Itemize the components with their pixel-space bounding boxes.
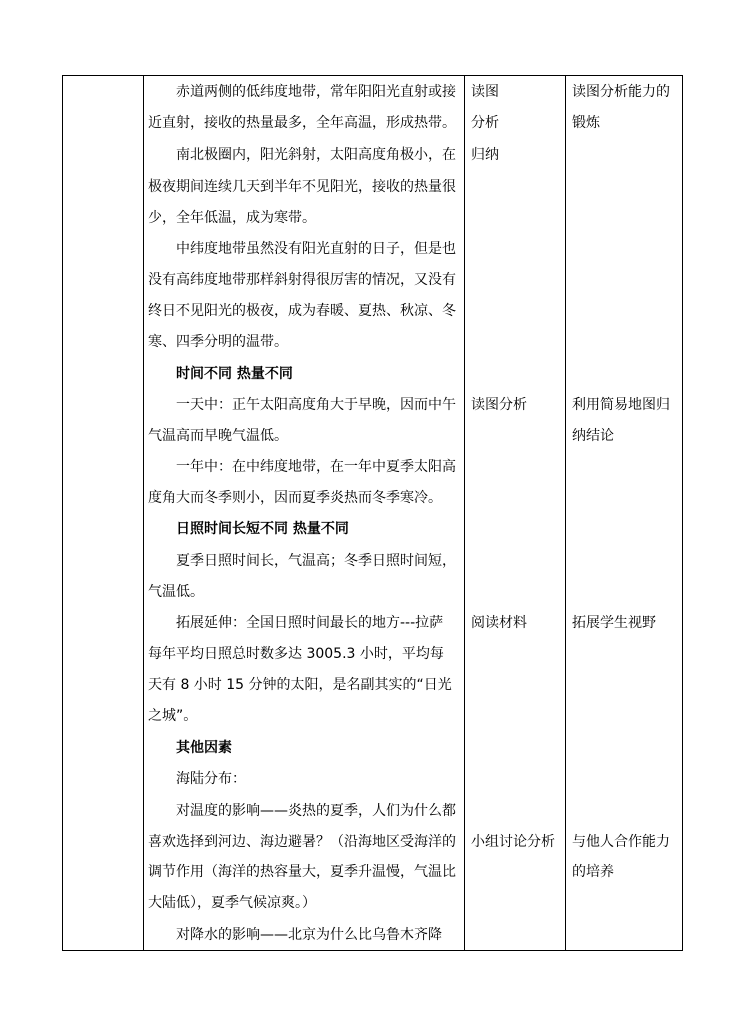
content-line: 之城”。	[148, 708, 198, 724]
column-divider	[464, 76, 465, 950]
content-line: 中纬度地带虽然没有阳光直射的日子，但是也	[176, 241, 456, 257]
activity-text: 阅读材料	[471, 615, 527, 631]
content-line: 大陆低），夏季气候凉爽。）	[148, 895, 316, 911]
purpose-text: 拓展学生视野	[572, 615, 656, 631]
content-line: 拓展延伸：全国日照时间最长的地方---拉萨	[176, 615, 444, 631]
content-line: 极夜期间连续几天到半年不见阳光，接收的热量很	[148, 179, 456, 195]
content-line: 终日不见阳光的极夜，成为春暖、夏热、秋凉、冬	[148, 303, 456, 319]
content-line: 度角大而冬季则小，因而夏季炎热而冬季寒冷。	[148, 490, 442, 506]
section-heading: 日照时间长短不同 热量不同	[176, 521, 349, 537]
purpose-text: 与他人合作能力	[572, 834, 670, 850]
purpose-text: 锻炼	[572, 115, 600, 131]
section-heading: 时间不同 热量不同	[176, 366, 293, 382]
lesson-plan-table	[62, 75, 683, 951]
purpose-text: 利用简易地图归	[572, 397, 670, 413]
content-line: 一天中：正午太阳高度角大于早晚，因而中午	[176, 397, 456, 413]
activity-text: 读图	[471, 84, 499, 100]
content-line: 气温高而早晚气温低。	[148, 428, 288, 444]
activity-text: 小组讨论分析	[471, 834, 555, 850]
content-line: 对降水的影响——北京为什么比乌鲁木齐降	[176, 927, 442, 943]
content-line: 调节作用（海洋的热容量大，夏季升温慢，气温比	[148, 864, 456, 880]
activity-text: 归纳	[471, 147, 499, 163]
content-line: 天有 8 小时 15 分钟的太阳，是名副其实的“日光	[148, 677, 452, 693]
content-line: 没有高纬度地带那样斜射得很厉害的情况，又没有	[148, 272, 456, 288]
content-line: 近直射，接收的热量最多，全年高温，形成热带。	[148, 115, 456, 131]
content-line: 喜欢选择到河边、海边避暑？（沿海地区受海洋的	[148, 834, 456, 850]
content-line: 一年中：在中纬度地带，在一年中夏季太阳高	[176, 459, 456, 475]
content-line: 每年平均日照总时数多达 3005.3 小时，平均每	[148, 646, 444, 662]
purpose-text: 读图分析能力的	[572, 84, 670, 100]
content-line: 寒、四季分明的温带。	[148, 334, 288, 350]
column-divider	[143, 76, 144, 950]
content-line: 对温度的影响——炎热的夏季，人们为什么都	[176, 803, 456, 819]
section-heading: 其他因素	[176, 740, 232, 756]
content-line: 海陆分布：	[176, 771, 246, 787]
activity-text: 分析	[471, 115, 499, 131]
content-line: 夏季日照时间长，气温高；冬季日照时间短，	[176, 553, 456, 569]
content-line: 气温低。	[148, 584, 204, 600]
content-line: 少，全年低温，成为寒带。	[148, 210, 316, 226]
column-divider	[565, 76, 566, 950]
content-line: 赤道两侧的低纬度地带，常年阳阳光直射或接	[176, 84, 456, 100]
content-line: 南北极圈内，阳光斜射，太阳高度角极小，在	[176, 147, 456, 163]
activity-text: 读图分析	[471, 397, 527, 413]
purpose-text: 的培养	[572, 864, 614, 880]
purpose-text: 纳结论	[572, 428, 614, 444]
